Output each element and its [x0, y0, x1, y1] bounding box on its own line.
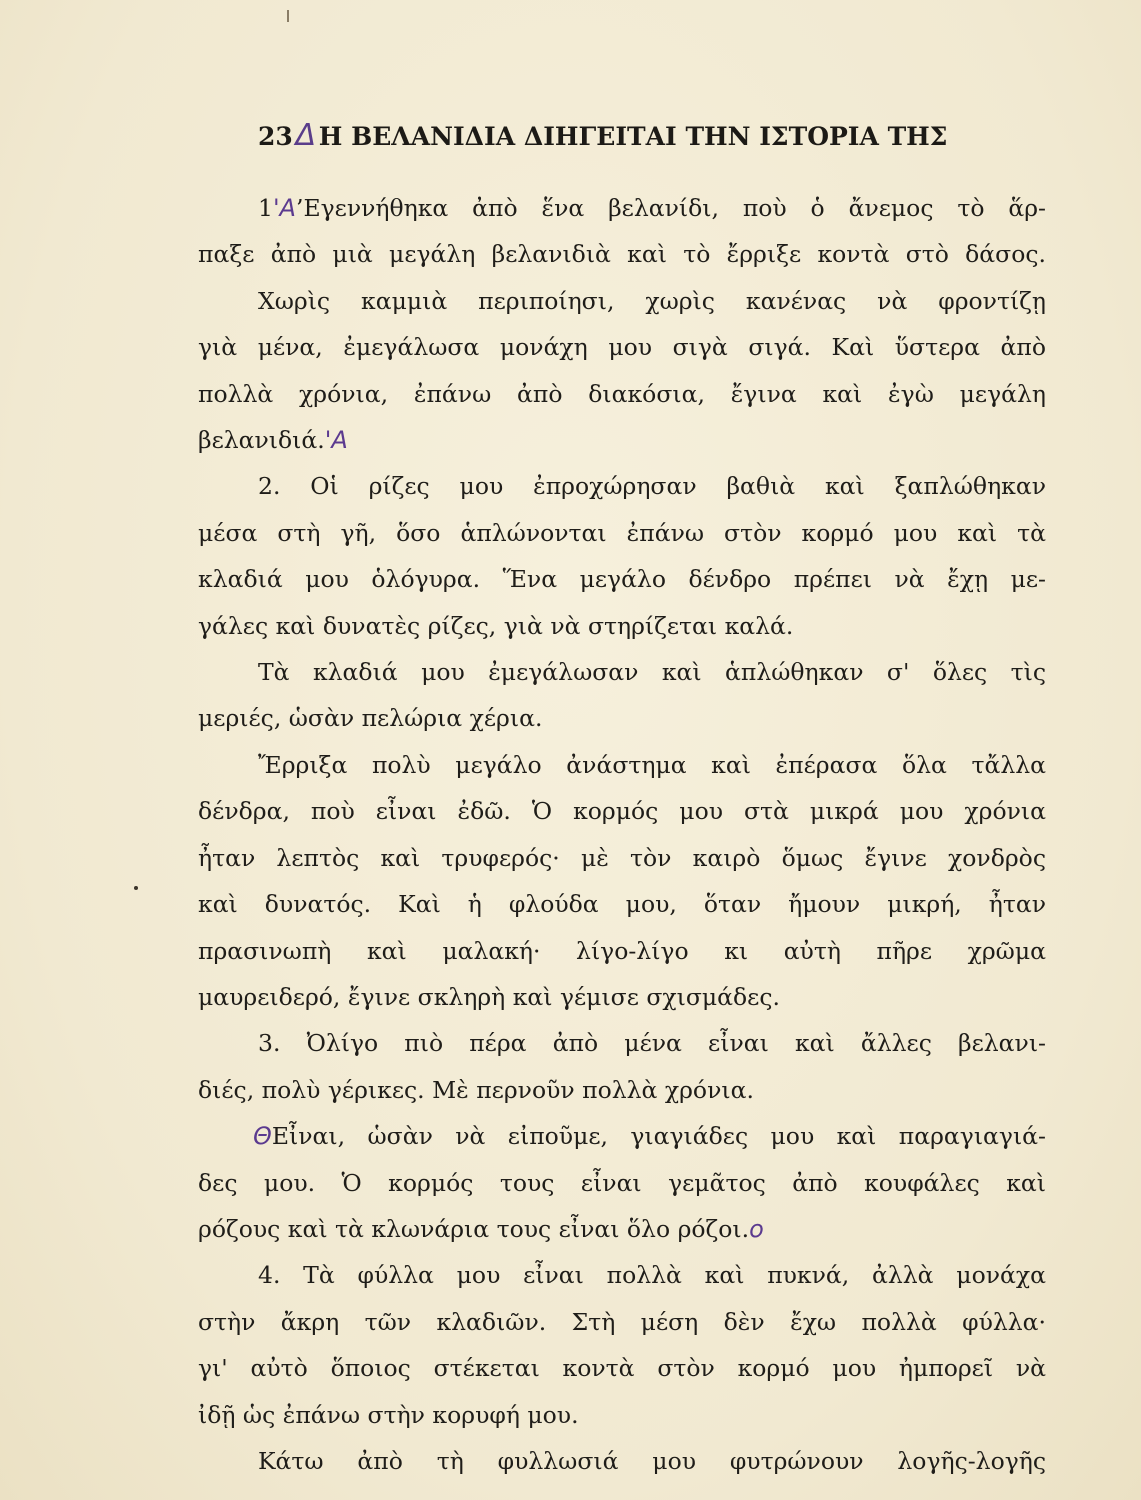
text-line: μαυρειδερό, ἔγινε σκληρὴ καὶ γέμισε σχισμάδες.: [198, 982, 780, 1011]
text-line: στὴν ἄκρη τῶν κλαδιῶν. Στὴ μέση δὲν ἔχω πολλὰ φύλλα·: [198, 1307, 1046, 1336]
text-line: γι' αὐτὸ ὅποιος στέκεται κοντὰ στὸν κορμό μου ἠμπορεῖ νὰ: [198, 1354, 1046, 1383]
text-line: μέσα στὴ γῆ, ὅσο ἁπλώνονται ἐπάνω στὸν κορμό μου καὶ τὰ: [198, 518, 1046, 547]
text-line: 2. Οἱ ρίζες μου ἐπροχώρησαν βαθιὰ καὶ ξαπλώθηκαν: [258, 472, 1046, 501]
handwritten-mark: 'Α: [324, 426, 348, 455]
text-line: γιὰ μένα, ἐμεγάλωσα μονάχη μου σιγὰ σιγά. Καὶ ὕστερα ἀπὸ: [198, 333, 1046, 362]
handwritten-mark: 'Α: [272, 194, 296, 222]
text-line: βελανιδιά.'Α: [198, 426, 348, 455]
text-line: ρόζους καὶ τὰ κλωνάρια τους εἶναι ὅλο ρόζοι.ο: [198, 1214, 764, 1243]
text-line: καὶ δυνατός. Καὶ ἡ φλούδα μου, ὅταν ἤμουν μικρή, ἦταν: [198, 890, 1046, 919]
scan-mark: [287, 10, 289, 22]
text-line: ἰδῇ ὡς ἐπάνω στὴν κορυφή μου.: [198, 1400, 579, 1429]
text-line: 1'Α’Εγεννήθηκα ἀπὸ ἕνα βελανίδι, ποὺ ὁ ἄνεμος τὸ ἅρ-: [258, 194, 1046, 222]
text-line: ΘΕἶναι, ὡσὰν νὰ εἰποῦμε, γιαγιάδες μου καὶ παραγιαγιά-: [253, 1122, 1046, 1151]
text-line: δες μου. Ὁ κορμός τους εἶναι γεμᾶτος ἀπὸ κουφάλες καὶ: [198, 1168, 1046, 1197]
page-heading: [258, 118, 1018, 153]
text-line: δένδρα, ποὺ εἶναι ἐδῶ. Ὁ κορμός μου στὰ μικρά μου χρόνια: [198, 797, 1046, 826]
text-line: Χωρὶς καμμιὰ περιποίησι, χωρὶς κανένας νὰ φροντίζῃ: [258, 286, 1046, 315]
heading-number: 23: [258, 122, 293, 151]
text-line: 3. Ὀλίγο πιὸ πέρα ἀπὸ μένα εἶναι καὶ ἄλλες βελανι-: [258, 1029, 1046, 1058]
text-line: μεριές, ὡσὰν πελώρια χέρια.: [198, 704, 543, 733]
handwritten-mark: Θ: [253, 1122, 272, 1151]
body-text: [198, 185, 1046, 1484]
text-line: πολλὰ χρόνια, ἐπάνω ἀπὸ διακόσια, ἔγινα καὶ ἐγὼ μεγάλη: [198, 379, 1046, 408]
text-line: Κάτω ἀπὸ τὴ φυλλωσιά μου φυτρώνουν λογῆς-λογῆς: [258, 1446, 1046, 1475]
text-line: γάλες καὶ δυνατὲς ρίζες, γιὰ νὰ στηρίζεται καλά.: [198, 611, 794, 640]
heading-title: Η ΒΕΛΑΝΙΔΙΑ ΔΙΗΓΕΙΤΑΙ ΤΗΝ ΙΣΤΟΡΙΑ ΤΗΣ: [318, 122, 948, 151]
paragraph-number: 1: [258, 194, 273, 222]
text-line: διές, πολὺ γέρικες. Μὲ περνοῦν πολλὰ χρόνια.: [198, 1075, 754, 1104]
text-line: Ἔρριξα πολὺ μεγάλο ἀνάστημα καὶ ἐπέρασα ὅλα τἄλλα: [258, 750, 1046, 779]
text-line: Τὰ κλαδιά μου ἐμεγάλωσαν καὶ ἁπλώθηκαν σ' ὅλες τὶς: [258, 658, 1046, 687]
text-line: κλαδιά μου ὁλόγυρα. Ἕνα μεγάλο δένδρο πρέπει νὰ ἔχῃ με-: [198, 565, 1046, 594]
stray-mark: [134, 886, 138, 890]
text-line: πρασινωπὴ καὶ μαλακή· λίγο-λίγο κι αὐτὴ πῆρε χρῶμα: [198, 936, 1046, 965]
text-line: 4. Τὰ φύλλα μου εἶναι πολλὰ καὶ πυκνά, ἀλλὰ μονάχα: [258, 1261, 1046, 1290]
handwritten-mark: ο: [749, 1214, 764, 1243]
handwritten-mark: Δ: [295, 118, 317, 153]
text-line: παξε ἀπὸ μιὰ μεγάλη βελανιδιὰ καὶ τὸ ἔρριξε κοντὰ στὸ δάσος.: [198, 240, 1046, 269]
text-line: ἦταν λεπτὸς καὶ τρυφερός· μὲ τὸν καιρὸ ὅμως ἔγινε χονδρὸς: [198, 843, 1046, 872]
